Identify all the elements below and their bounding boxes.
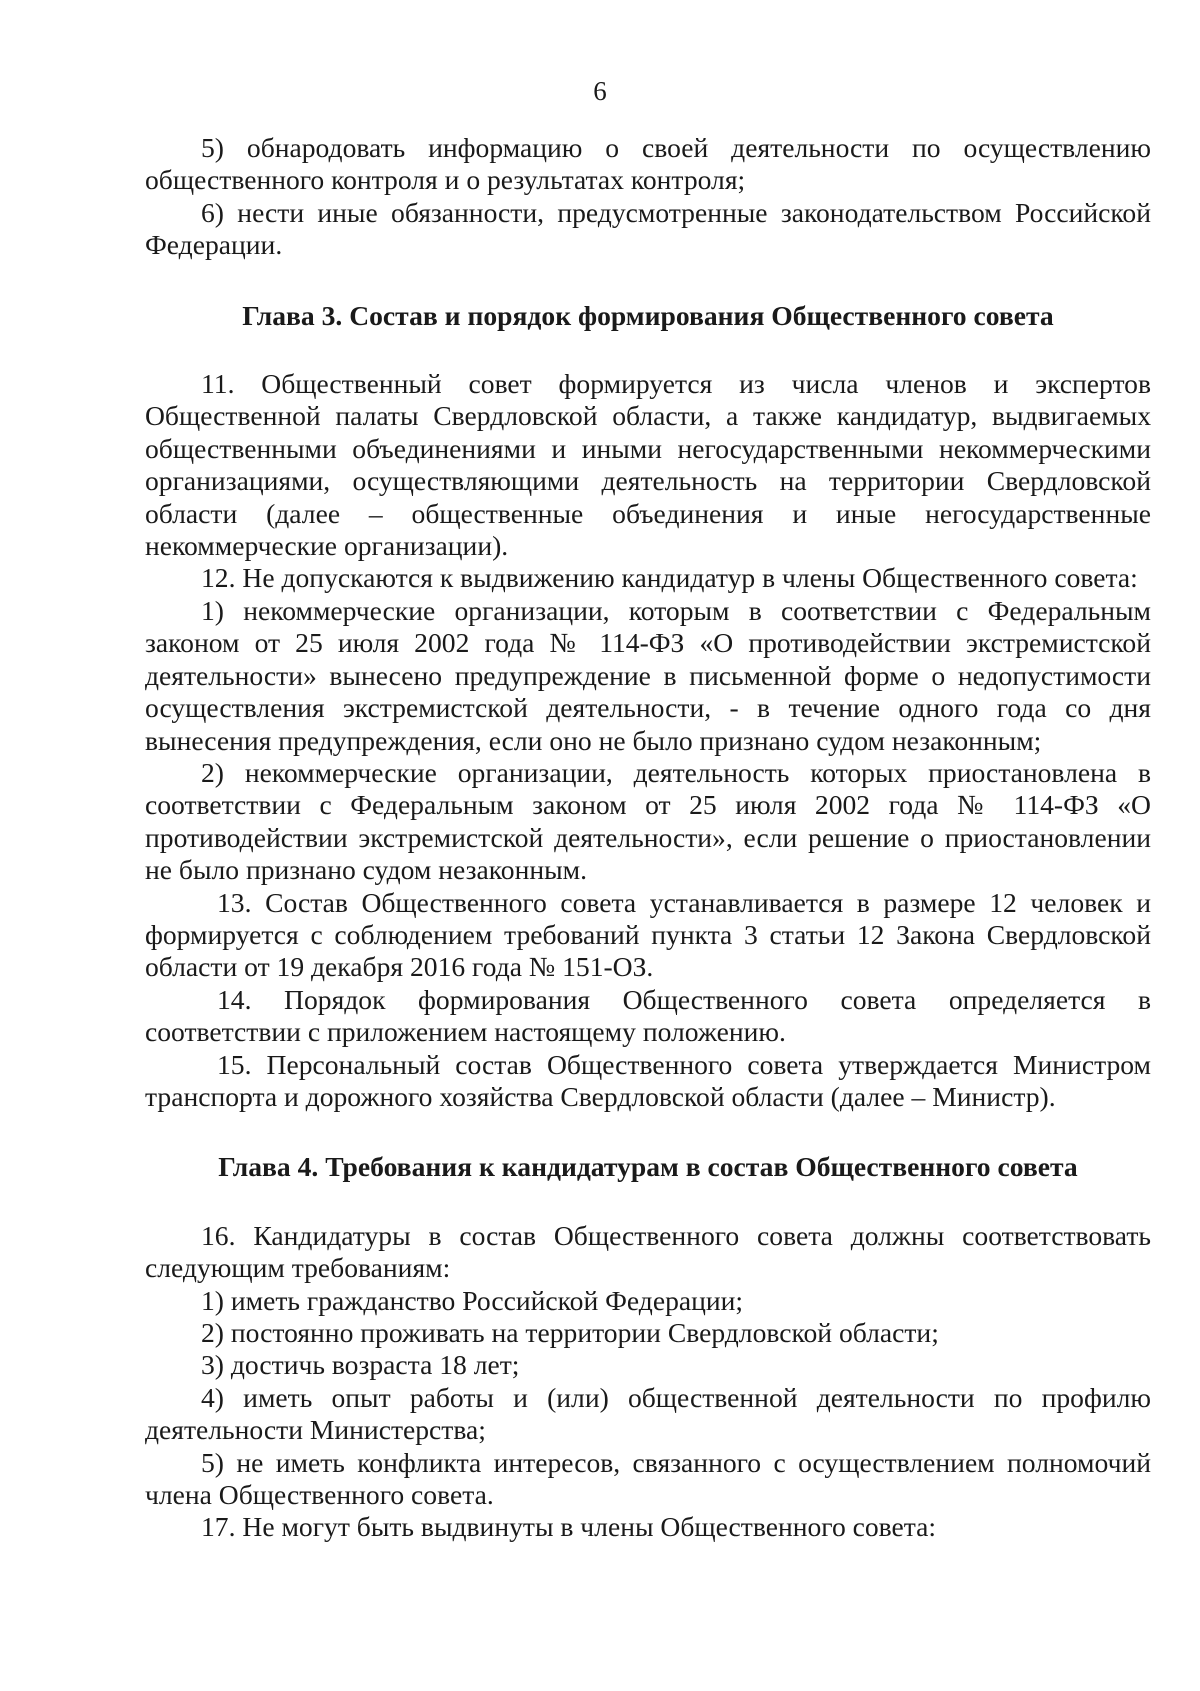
paragraph-13: 13. Состав Общественного совета устанавливается в размере 12 человек и формируется с соблюдением требований пункта 3 статьи 12 Закона Свердловской области от 19 декабря 2016 года № 151-ОЗ.	[145, 886, 1151, 983]
paragraph-16-item-2: 2) постоянно проживать на территории Свердловской области;	[201, 1317, 939, 1348]
paragraph-12-item-2: 2) некоммерческие организации, деятельность которых приостановлена в соответствии с Федеральным законом от 25 июля 2002 года № 114-ФЗ «О противодействии экстремистской деятельности», если решение о приостановлении не было признано судом незаконным.	[145, 756, 1151, 886]
paragraph-16: 16. Кандидатуры в состав Общественного совета должны соответствовать следующим требованиям:	[145, 1219, 1151, 1284]
document-body	[145, 132, 1151, 1544]
page-number: 6	[593, 76, 607, 106]
chapter-3-heading: Глава 3. Состав и порядок формирования Общественного совета	[242, 299, 1054, 331]
paragraph-item-6: 6) нести иные обязанности, предусмотренные законодательством Российской Федерации.	[145, 196, 1151, 261]
spacer	[145, 332, 1151, 368]
paragraph-16-item-5: 5) не иметь конфликта интересов, связанного с осуществлением полномочий члена Общественного совета.	[145, 1446, 1151, 1511]
spacer	[145, 1184, 1151, 1220]
paragraph-17: 17. Не могут быть выдвинуты в члены Общественного совета:	[201, 1511, 937, 1543]
paragraph-12: 12. Не допускаются к выдвижению кандидатур в члены Общественного совета:	[201, 562, 1138, 594]
paragraph-11: 11. Общественный совет формируется из числа членов и экспертов Общественной палаты Свердловской области, а также кандидатур, выдвигаемых общественными объединениями и иными негосударственными некоммерческими организациями, осуществляющими деятельность на территории Свердловской области (далее – общественные объединения и иные негосударственные некоммерческие организации).	[145, 368, 1151, 562]
chapter-4-heading: Глава 4. Требования к кандидатурам в состав Общественного совета	[218, 1151, 1078, 1183]
paragraph-16-item-4: 4) иметь опыт работы и (или) общественной деятельности по профилю деятельности Министерства;	[145, 1381, 1151, 1446]
paragraph-15: 15. Персональный состав Общественного совета утверждается Министром транспорта и дорожного хозяйства Свердловской области (далее – Министр).	[145, 1048, 1151, 1112]
spacer	[145, 262, 1151, 300]
paragraph-16-item-1: 1) иметь гражданство Российской Федерации;	[201, 1284, 744, 1316]
paragraph-12-item-1: 1) некоммерческие организации, которым в соответствии с Федеральным законом от 25 июля 2002 года № 114-ФЗ «О противодействии экстремистской деятельности» вынесено предупреждение в письменной форме о недопустимости осуществления экстремистской деятельности, - в течение одного года со дня вынесения предупреждения, если оно не было признано судом незаконным;	[145, 594, 1151, 756]
paragraph-16-item-3: 3) достичь возраста 18 лет;	[201, 1349, 520, 1381]
paragraph-14: 14. Порядок формирования Общественного совета определяется в соответствии с приложением настоящему положению.	[145, 983, 1151, 1048]
paragraph-item-5: 5) обнародовать информацию о своей деятельности по осуществлению общественного контроля и о результатах контроля;	[145, 132, 1151, 196]
spacer	[145, 1113, 1151, 1151]
